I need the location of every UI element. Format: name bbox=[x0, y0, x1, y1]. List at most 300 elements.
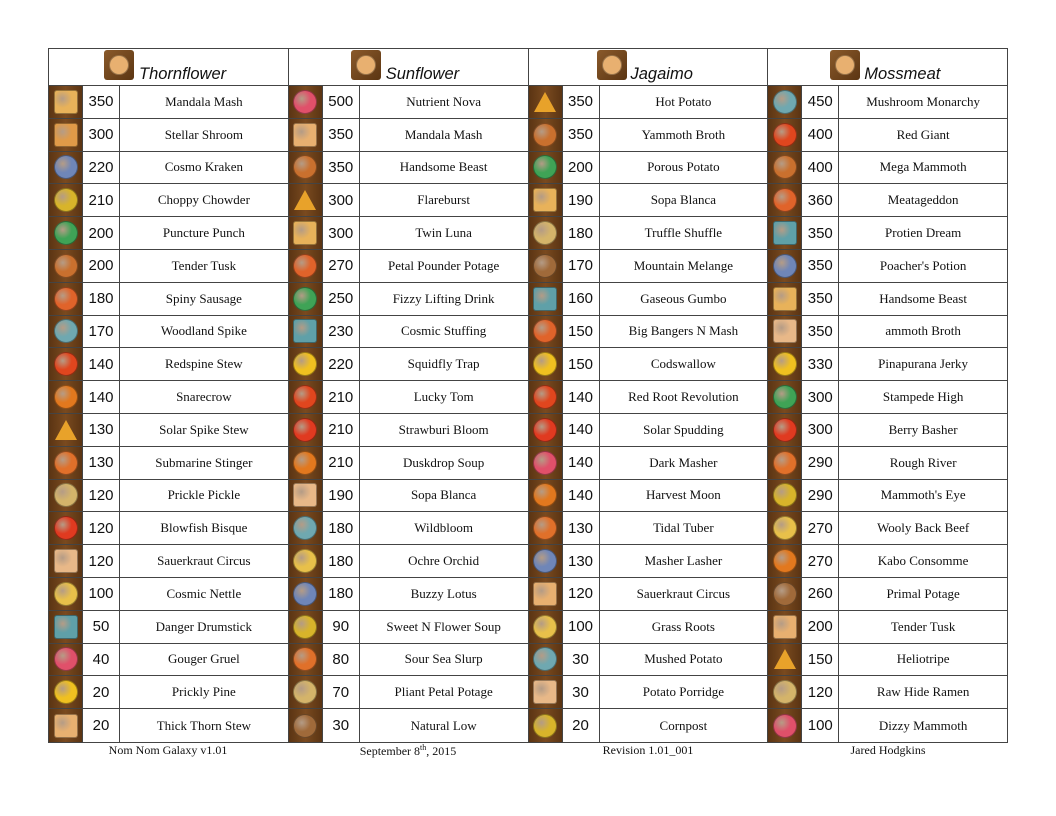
recipe-name: Cosmic Nettle bbox=[166, 585, 242, 601]
recipe-name: Berry Basher bbox=[888, 421, 958, 437]
recipe-row bbox=[289, 217, 528, 250]
recipe-points: 300 bbox=[802, 381, 839, 413]
recipe-row bbox=[49, 250, 288, 283]
recipe-row bbox=[529, 381, 768, 414]
recipe-points: 170 bbox=[563, 250, 600, 282]
berry-icon bbox=[49, 512, 83, 544]
recipe-name: Meatageddon bbox=[887, 192, 959, 208]
thornflower-icon-glyph bbox=[109, 55, 129, 75]
snare-icon-glyph bbox=[773, 549, 797, 573]
recipe-name: Puncture Punch bbox=[162, 225, 245, 241]
recipe-points: 140 bbox=[563, 381, 600, 413]
mushroom-icon bbox=[529, 644, 563, 676]
recipe-name: Mushroom Monarchy bbox=[866, 93, 980, 109]
mushroom-icon-glyph bbox=[773, 90, 797, 114]
recipe-name: Pinapurana Jerky bbox=[878, 356, 969, 372]
wheat-icon bbox=[49, 578, 83, 610]
mossmeat-icon bbox=[49, 250, 83, 282]
recipe-points: 70 bbox=[323, 676, 360, 708]
wheat-icon-glyph bbox=[773, 516, 797, 540]
recipe-points: 120 bbox=[83, 545, 120, 577]
column-title: Mossmeat bbox=[864, 65, 941, 83]
recipe-row bbox=[768, 152, 1007, 185]
recipe-points: 350 bbox=[323, 152, 360, 184]
column-header bbox=[529, 49, 768, 86]
recipe-points: 200 bbox=[802, 611, 839, 643]
recipe-name: Sauerkraut Circus bbox=[157, 553, 251, 569]
recipe-row bbox=[768, 611, 1007, 644]
recipe-name: Wildbloom bbox=[414, 520, 473, 536]
recipe-name: Duskdrop Soup bbox=[402, 454, 485, 470]
recipe-points: 130 bbox=[83, 414, 120, 446]
recipe-name: Sopa Blanca bbox=[410, 487, 477, 503]
recipe-name: Poacher's Potion bbox=[879, 257, 967, 273]
recipe-name: Gouger Gruel bbox=[167, 651, 240, 667]
recipe-name: Nutrient Nova bbox=[406, 93, 481, 109]
recipe-name: Hot Potato bbox=[655, 93, 712, 109]
recipe-points: 190 bbox=[323, 480, 360, 512]
star-icon-glyph bbox=[55, 420, 77, 440]
redspine-icon-glyph bbox=[54, 352, 78, 376]
recipe-row bbox=[49, 414, 288, 447]
poacher-icon bbox=[768, 250, 802, 282]
thornflower-icon-glyph bbox=[533, 582, 557, 606]
root-icon bbox=[289, 480, 323, 512]
footer-game-version: Nom Nom Galaxy v1.01 bbox=[108, 742, 228, 757]
recipe-row bbox=[529, 250, 768, 283]
recipe-points: 130 bbox=[563, 512, 600, 544]
poacher-icon-glyph bbox=[54, 155, 78, 179]
recipe-name: Mammoth's Eye bbox=[880, 487, 966, 503]
wheat-icon-glyph bbox=[533, 615, 557, 639]
wheat-icon-glyph bbox=[293, 549, 317, 573]
sunflower-icon bbox=[49, 86, 83, 118]
recipe-row bbox=[289, 119, 528, 152]
recipe-points: 170 bbox=[83, 316, 120, 348]
recipe-row bbox=[289, 644, 528, 677]
recipe-points: 130 bbox=[83, 447, 120, 479]
recipe-name: Submarine Stinger bbox=[155, 454, 253, 470]
recipe-row bbox=[49, 217, 288, 250]
corn-icon-glyph bbox=[533, 714, 557, 738]
recipe-points: 210 bbox=[323, 447, 360, 479]
recipe-name: Lucky Tom bbox=[413, 389, 474, 405]
recipe-row bbox=[768, 86, 1007, 119]
recipe-points: 160 bbox=[563, 283, 600, 315]
berry-icon-glyph bbox=[54, 516, 78, 540]
sunflower-icon bbox=[351, 50, 381, 80]
recipe-row bbox=[768, 447, 1007, 480]
thornflower-icon bbox=[104, 50, 134, 80]
coral-icon bbox=[768, 447, 802, 479]
sunflower-icon-glyph bbox=[773, 287, 797, 311]
snare-icon bbox=[289, 447, 323, 479]
recipe-name: Cosmic Stuffing bbox=[400, 323, 487, 339]
recipe-row bbox=[768, 578, 1007, 611]
recipe-points: 270 bbox=[802, 512, 839, 544]
cube-icon bbox=[529, 283, 563, 315]
recipe-row bbox=[768, 283, 1007, 316]
sunflower-icon-glyph bbox=[356, 55, 376, 75]
coral-icon-glyph bbox=[533, 516, 557, 540]
recipe-points: 200 bbox=[83, 217, 120, 249]
star-icon bbox=[529, 86, 563, 118]
recipe-name: Blowfish Bisque bbox=[160, 520, 248, 536]
recipe-name: Woodland Spike bbox=[160, 323, 247, 339]
recipe-points: 80 bbox=[323, 644, 360, 676]
star-icon-glyph bbox=[534, 92, 556, 112]
recipe-name: Thick Thorn Stew bbox=[156, 717, 252, 733]
berry-icon-glyph bbox=[533, 418, 557, 442]
spore-icon bbox=[289, 283, 323, 315]
wheat-icon bbox=[529, 611, 563, 643]
recipe-points: 30 bbox=[323, 709, 360, 742]
recipe-points: 210 bbox=[83, 184, 120, 216]
recipe-name: Rough River bbox=[889, 454, 957, 470]
sausage-icon-glyph bbox=[54, 287, 78, 311]
footer-date bbox=[288, 743, 528, 759]
recipe-points: 120 bbox=[83, 512, 120, 544]
redspine-icon-glyph bbox=[293, 385, 317, 409]
recipe-row bbox=[529, 480, 768, 513]
mossmeat-icon-glyph bbox=[773, 155, 797, 179]
recipe-row bbox=[529, 676, 768, 709]
jagaimo-icon-glyph bbox=[773, 582, 797, 606]
redspine-icon-glyph bbox=[533, 385, 557, 409]
column-jagaimo bbox=[529, 49, 769, 742]
root-icon-glyph bbox=[293, 483, 317, 507]
recipe-points: 120 bbox=[563, 578, 600, 610]
swirl-icon-glyph bbox=[54, 483, 78, 507]
snare-icon-glyph bbox=[54, 385, 78, 409]
column-header bbox=[49, 49, 288, 86]
recipe-points: 250 bbox=[323, 283, 360, 315]
poacher-icon bbox=[49, 152, 83, 184]
recipe-row bbox=[529, 217, 768, 250]
snare-icon-glyph bbox=[293, 451, 317, 475]
recipe-row bbox=[289, 480, 528, 513]
sunflower-icon-glyph bbox=[533, 188, 557, 212]
recipe-points: 180 bbox=[323, 545, 360, 577]
recipe-points: 20 bbox=[83, 676, 120, 708]
spore-icon-glyph bbox=[533, 155, 557, 179]
corn-icon bbox=[289, 611, 323, 643]
recipe-name: Strawburi Bloom bbox=[398, 421, 489, 437]
sausage-icon bbox=[529, 316, 563, 348]
snare-icon bbox=[529, 480, 563, 512]
recipe-points: 190 bbox=[563, 184, 600, 216]
cube-icon bbox=[49, 611, 83, 643]
recipe-name: Flareburst bbox=[417, 192, 470, 208]
recipe-row bbox=[529, 709, 768, 742]
recipe-name: Mountain Melange bbox=[633, 257, 734, 273]
recipe-points: 120 bbox=[802, 676, 839, 708]
recipe-name: Mandala Mash bbox=[165, 93, 243, 109]
recipe-name: Tender Tusk bbox=[171, 257, 237, 273]
footer-date-prefix: September 8 bbox=[359, 743, 421, 758]
recipe-row bbox=[768, 709, 1007, 742]
recipe-row bbox=[529, 316, 768, 349]
recipe-points: 220 bbox=[323, 348, 360, 380]
recipe-name: Wooly Back Beef bbox=[877, 520, 970, 536]
berry-icon-glyph bbox=[293, 418, 317, 442]
mushroom-icon bbox=[768, 86, 802, 118]
nugget-icon-glyph bbox=[293, 352, 317, 376]
swirl-icon-glyph bbox=[293, 680, 317, 704]
column-mossmeat bbox=[768, 49, 1008, 742]
nugget-icon-glyph bbox=[54, 680, 78, 704]
mushroom-icon-glyph bbox=[533, 647, 557, 671]
nugget-icon bbox=[49, 676, 83, 708]
coral-icon bbox=[49, 447, 83, 479]
swirl-icon bbox=[49, 480, 83, 512]
recipe-row bbox=[49, 578, 288, 611]
redspine-icon bbox=[49, 348, 83, 380]
recipe-row bbox=[49, 119, 288, 152]
dizzy-icon-glyph bbox=[54, 647, 78, 671]
mushroom-icon-glyph bbox=[293, 516, 317, 540]
berry-icon bbox=[289, 414, 323, 446]
recipe-row bbox=[49, 316, 288, 349]
coral-icon-glyph bbox=[54, 451, 78, 475]
recipe-name: Truffle Shuffle bbox=[644, 225, 723, 241]
recipe-name: Raw Hide Ramen bbox=[876, 684, 970, 700]
nugget-icon bbox=[529, 348, 563, 380]
recipe-name: Mushed Potato bbox=[644, 651, 723, 667]
recipe-row bbox=[529, 512, 768, 545]
recipe-name: Sauerkraut Circus bbox=[636, 585, 731, 601]
dizzy-icon bbox=[289, 86, 323, 118]
spore-icon bbox=[529, 152, 563, 184]
poacher-icon bbox=[289, 578, 323, 610]
poacher-icon-glyph bbox=[293, 582, 317, 606]
berry-icon bbox=[768, 414, 802, 446]
corn-icon bbox=[768, 480, 802, 512]
thornflower-icon bbox=[768, 611, 802, 643]
recipe-points: 400 bbox=[802, 119, 839, 151]
recipe-name: Harvest Moon bbox=[646, 487, 721, 503]
recipe-name: Sweet N Flower Soup bbox=[386, 618, 501, 634]
recipe-name: Danger Drumstick bbox=[155, 618, 253, 634]
recipe-points: 350 bbox=[802, 316, 839, 348]
swirl-icon-glyph bbox=[533, 221, 557, 245]
column-header bbox=[289, 49, 528, 86]
root-icon-glyph bbox=[533, 680, 557, 704]
recipe-points: 350 bbox=[802, 283, 839, 315]
dizzy-icon bbox=[49, 644, 83, 676]
recipe-points: 100 bbox=[563, 611, 600, 643]
swirl-icon-glyph bbox=[773, 680, 797, 704]
spore-icon-glyph bbox=[293, 287, 317, 311]
recipe-points: 450 bbox=[802, 86, 839, 118]
corn-icon-glyph bbox=[293, 615, 317, 639]
redspine-icon bbox=[289, 381, 323, 413]
dizzy-icon-glyph bbox=[293, 90, 317, 114]
coral-icon bbox=[289, 644, 323, 676]
spore-icon bbox=[49, 217, 83, 249]
recipe-points: 90 bbox=[323, 611, 360, 643]
recipe-row bbox=[768, 217, 1007, 250]
recipe-row bbox=[529, 447, 768, 480]
recipe-row bbox=[529, 86, 768, 119]
column-title: Jagaimo bbox=[630, 65, 693, 83]
recipe-name: Tidal Tuber bbox=[653, 520, 714, 536]
recipe-points: 270 bbox=[323, 250, 360, 282]
recipe-row bbox=[768, 381, 1007, 414]
mushroom-icon bbox=[49, 316, 83, 348]
recipe-row bbox=[768, 512, 1007, 545]
recipe-points: 360 bbox=[802, 184, 839, 216]
recipe-points: 180 bbox=[323, 578, 360, 610]
recipe-row bbox=[289, 676, 528, 709]
recipe-points: 200 bbox=[83, 250, 120, 282]
recipe-row bbox=[49, 283, 288, 316]
thornflower-icon bbox=[49, 119, 83, 151]
recipe-points: 230 bbox=[323, 316, 360, 348]
footer-date-year: , 2015 bbox=[426, 743, 457, 758]
thornflower-icon-glyph bbox=[293, 123, 317, 147]
recipe-points: 300 bbox=[323, 217, 360, 249]
column-sunflower bbox=[289, 49, 529, 742]
recipe-sheet bbox=[48, 48, 1008, 759]
corn-icon-glyph bbox=[54, 188, 78, 212]
nugget-icon-glyph bbox=[773, 352, 797, 376]
star-icon-glyph bbox=[294, 190, 316, 210]
recipe-points: 180 bbox=[323, 512, 360, 544]
recipe-name: Red Giant bbox=[896, 126, 950, 142]
mossmeat-icon-glyph bbox=[54, 254, 78, 278]
recipe-name: Heliotripe bbox=[896, 651, 950, 667]
footer-revision: Revision 1.01_001 bbox=[602, 742, 694, 757]
recipe-row bbox=[529, 545, 768, 578]
mossmeat-icon-glyph bbox=[293, 155, 317, 179]
recipe-points: 20 bbox=[83, 709, 120, 742]
recipe-columns bbox=[48, 48, 1008, 743]
footer bbox=[48, 743, 1008, 759]
redspine-icon bbox=[529, 381, 563, 413]
root-icon bbox=[768, 316, 802, 348]
recipe-name: Handsome Beast bbox=[879, 290, 967, 306]
mossmeat-icon bbox=[830, 50, 860, 80]
recipe-row bbox=[49, 512, 288, 545]
recipe-row bbox=[289, 184, 528, 217]
jagaimo-icon-glyph bbox=[533, 254, 557, 278]
recipe-row bbox=[49, 709, 288, 742]
nugget-icon bbox=[768, 348, 802, 380]
recipe-points: 140 bbox=[83, 381, 120, 413]
column-thornflower bbox=[49, 49, 289, 742]
recipe-row bbox=[49, 86, 288, 119]
recipe-points: 150 bbox=[802, 644, 839, 676]
recipe-points: 400 bbox=[802, 152, 839, 184]
recipe-row bbox=[289, 578, 528, 611]
recipe-row bbox=[529, 283, 768, 316]
recipe-name: Squidfly Trap bbox=[407, 356, 480, 372]
corn-icon-glyph bbox=[773, 483, 797, 507]
recipe-row bbox=[289, 316, 528, 349]
cube-icon bbox=[289, 316, 323, 348]
recipe-name: Gaseous Gumbo bbox=[640, 290, 727, 306]
recipe-name: Mandala Mash bbox=[404, 126, 483, 142]
swirl-icon bbox=[289, 676, 323, 708]
recipe-row bbox=[529, 611, 768, 644]
nugget-icon-glyph bbox=[533, 352, 557, 376]
mossmeat-icon bbox=[768, 152, 802, 184]
sausage-icon bbox=[768, 184, 802, 216]
recipe-row bbox=[768, 676, 1007, 709]
root-icon bbox=[49, 545, 83, 577]
recipe-points: 100 bbox=[83, 578, 120, 610]
dizzy-icon-glyph bbox=[533, 451, 557, 475]
recipe-name: Stampede High bbox=[882, 389, 964, 405]
recipe-row bbox=[289, 447, 528, 480]
snare-icon bbox=[49, 381, 83, 413]
berry-icon bbox=[529, 414, 563, 446]
recipe-name: Porous Potato bbox=[647, 159, 720, 175]
recipe-points: 300 bbox=[323, 184, 360, 216]
recipe-points: 180 bbox=[563, 217, 600, 249]
recipe-points: 100 bbox=[802, 709, 839, 742]
cube-icon-glyph bbox=[54, 615, 78, 639]
spore-icon-glyph bbox=[773, 385, 797, 409]
sausage-icon bbox=[49, 283, 83, 315]
recipe-points: 290 bbox=[802, 480, 839, 512]
recipe-name: Sour Sea Slurp bbox=[404, 651, 483, 667]
recipe-name: Natural Low bbox=[410, 717, 477, 733]
recipe-row bbox=[768, 545, 1007, 578]
recipe-row bbox=[529, 119, 768, 152]
recipe-name: Cornpost bbox=[659, 717, 708, 733]
recipe-row bbox=[289, 250, 528, 283]
dizzy-icon bbox=[529, 447, 563, 479]
coral-icon bbox=[529, 512, 563, 544]
sunflower-icon-glyph bbox=[293, 221, 317, 245]
recipe-name: Handsome Beast bbox=[399, 159, 488, 175]
corn-icon bbox=[49, 184, 83, 216]
corn-icon bbox=[529, 709, 563, 742]
recipe-points: 350 bbox=[83, 86, 120, 118]
swirl-icon bbox=[768, 676, 802, 708]
recipe-row bbox=[49, 676, 288, 709]
spore-icon-glyph bbox=[54, 221, 78, 245]
cube-icon-glyph bbox=[533, 287, 557, 311]
recipe-points: 140 bbox=[563, 447, 600, 479]
sunflower-icon bbox=[768, 283, 802, 315]
recipe-row bbox=[529, 184, 768, 217]
recipe-points: 40 bbox=[83, 644, 120, 676]
recipe-points: 350 bbox=[323, 119, 360, 151]
recipe-row bbox=[49, 381, 288, 414]
recipe-row bbox=[49, 644, 288, 677]
recipe-row bbox=[49, 545, 288, 578]
recipe-points: 330 bbox=[802, 348, 839, 380]
recipe-points: 30 bbox=[563, 676, 600, 708]
recipe-name: Stellar Shroom bbox=[164, 126, 244, 142]
recipe-row bbox=[289, 545, 528, 578]
cube-icon bbox=[768, 217, 802, 249]
recipe-points: 260 bbox=[802, 578, 839, 610]
star-icon bbox=[289, 184, 323, 216]
thornflower-icon-glyph bbox=[54, 123, 78, 147]
recipe-name: Prickle Pickle bbox=[167, 487, 241, 503]
recipe-row bbox=[49, 184, 288, 217]
snare-icon bbox=[768, 545, 802, 577]
berry-icon-glyph bbox=[773, 418, 797, 442]
jagaimo-icon bbox=[289, 709, 323, 742]
root-icon-glyph bbox=[54, 549, 78, 573]
recipe-row bbox=[768, 184, 1007, 217]
recipe-name: Spiny Sausage bbox=[165, 290, 242, 306]
